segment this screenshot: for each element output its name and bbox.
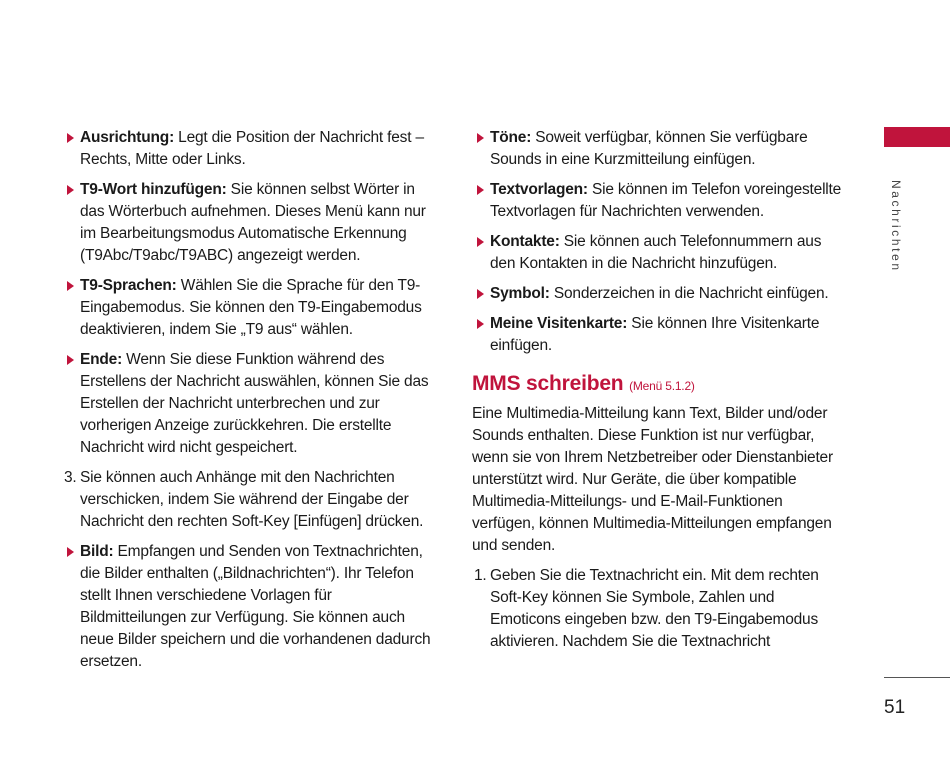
bullet-arrow-icon xyxy=(67,281,74,291)
bullet-arrow-icon xyxy=(477,133,484,143)
item-term: Symbol: xyxy=(490,285,550,302)
list-item xyxy=(472,179,844,223)
heading-title: MMS schreiben xyxy=(472,372,624,395)
list-item xyxy=(62,179,434,267)
footer-rule xyxy=(884,677,950,678)
item-term: T9-Wort hinzufügen: xyxy=(80,181,227,198)
item-term: T9-Sprachen: xyxy=(80,277,177,294)
chapter-tab-marker xyxy=(884,127,950,147)
bullet-arrow-icon xyxy=(67,355,74,365)
item-term: Ende: xyxy=(80,351,123,368)
item-text: Legt die Position der Nachricht fest – Rechts, Mitte oder Links. xyxy=(80,129,424,168)
bullet-arrow-icon xyxy=(67,185,74,195)
step-text: Sie können auch Anhänge mit den Nachrichten verschicken, indem Sie während der Eingabe der Nachricht den rechten Soft-Key [Einfügen] drücken. xyxy=(80,469,424,530)
item-term: Kontakte: xyxy=(490,233,560,250)
chapter-label-text: Nachrichten xyxy=(889,180,903,273)
list-item xyxy=(472,283,844,305)
bullet-arrow-icon xyxy=(67,133,74,143)
list-item xyxy=(62,541,434,673)
item-text: Sie können auch Telefonnummern aus den Kontakten in die Nachricht hinzufügen. xyxy=(490,233,822,272)
bullet-arrow-icon xyxy=(477,319,484,329)
left-column xyxy=(62,127,434,681)
list-item xyxy=(472,313,844,357)
bullet-arrow-icon xyxy=(477,185,484,195)
chapter-side-label xyxy=(885,180,905,273)
list-item xyxy=(472,231,844,275)
item-term: Textvorlagen: xyxy=(490,181,588,198)
item-text: Soweit verfügbar, können Sie verfügbare Sounds in eine Kurzmitteilung einfügen. xyxy=(490,129,808,168)
item-text: Wählen Sie die Sprache für den T9-Eingabemodus. Sie können den T9-Eingabemodus deaktivieren, indem Sie „T9 aus“ wählen. xyxy=(80,277,422,338)
bullet-arrow-icon xyxy=(477,289,484,299)
item-term: Meine Visitenkarte: xyxy=(490,315,628,332)
item-text: Sie können selbst Wörter in das Wörterbuch aufnehmen. Dieses Menü kann nur im Bearbeitungsmodus Automatische Erkennung (T9Abc/T9abc/T9ABC) angezeigt werden. xyxy=(80,181,426,264)
bullet-arrow-icon xyxy=(477,237,484,247)
item-term: Bild: xyxy=(80,543,114,560)
item-text: Sie können im Telefon voreingestellte Textvorlagen für Nachrichten verwenden. xyxy=(490,181,842,220)
step-number: 3. xyxy=(64,469,77,486)
item-term: Töne: xyxy=(490,129,532,146)
list-item xyxy=(62,127,434,171)
list-item xyxy=(472,127,844,171)
list-item xyxy=(62,275,434,341)
item-term: Ausrichtung: xyxy=(80,129,175,146)
list-item xyxy=(62,349,434,459)
item-text: Empfangen und Senden von Textnachrichten, die Bilder enthalten („Bildnachrichten“). Ihr Telefon stellt Ihnen verschiedene Vorlagen für Bildmitteilungen zur Verfügung. Sie können auch neue Bilder speichern und die vorhandenen dadurch ersetzen. xyxy=(80,543,431,670)
step-number: 1. xyxy=(474,567,487,584)
item-text: Sie können Ihre Visitenkarte einfügen. xyxy=(490,315,820,354)
bullet-arrow-icon xyxy=(67,547,74,557)
intro-paragraph: Eine Multimedia-Mitteilung kann Text, Bilder und/oder Sounds enthalten. Diese Funktion ist nur verfügbar, wenn sie von Ihrem Netzbetreiber oder Dienstanbieter unterstützt wird. Nur Geräte, die über kompatible Multimedia-Mitteilungs- und E-Mail-Funktionen verfügen, können Multimedia-Mitteilungen empfangen und senden. xyxy=(472,405,833,554)
item-text: Sonderzeichen in die Nachricht einfügen. xyxy=(549,285,829,302)
item-text: Wenn Sie diese Funktion während des Erstellens der Nachricht auswählen, können Sie das Erstellen der Nachricht unterbrechen und zur vorherigen Anzeige zurückkehren. Die erstellte Nachricht wird nicht gespeichert. xyxy=(80,351,429,456)
numbered-step xyxy=(62,467,434,533)
page-number: 51 xyxy=(884,697,906,718)
menu-reference: (Menü 5.1.2) xyxy=(629,379,695,393)
step-text: Geben Sie die Textnachricht ein. Mit dem rechten Soft-Key können Sie Symbole, Zahlen und Emoticons eingeben bzw. den T9-Eingabemodus aktivieren. Nachdem Sie die Textnachricht xyxy=(490,567,819,650)
right-column xyxy=(472,127,844,661)
section-heading xyxy=(472,371,844,399)
numbered-step xyxy=(472,565,844,653)
